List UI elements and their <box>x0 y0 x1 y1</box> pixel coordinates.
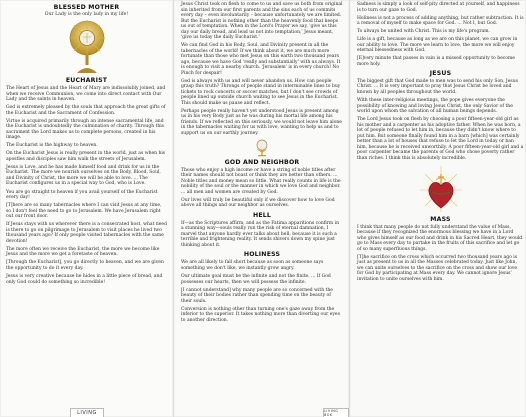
sacred-heart-icon <box>418 164 464 214</box>
col1-para-1: The Heart of Jesus and the Heart of Mary are indissolubly joined, and when we receive Communion, we come into direct contact with Our Lady and the saints in heaven. <box>6 86 166 102</box>
col3-para-9: I think that many people do not fully understand the value of Mass, because if they recognized the enormous blessing we have in a Lord who gives himself as our food and drink in his Sacred Heart, they would go to Mass every day to partake in the fruits of this sacrifice and let go of so many superfluous things. <box>357 224 523 252</box>
col1-para-5: On the Eucharist Jesus is really present in the world, just as when his apostles and disciples saw him walk the streets of Jerusalem. <box>6 151 166 162</box>
col2-para-5: Those who enjoy a high income or have a string of noble titles after their names should not boast or think they are better than others. ... Noble titles and money mean so little. What really counts in life is the nobility of the soul or the manner in which we love God and neighbor. ... all men and women are created by God. <box>181 167 341 195</box>
col2-para-6: Our lives will truly be beautiful only if we discover how to love God above all things and our neighbor as ourselves. <box>181 197 335 209</box>
god-and-neighbor-heading: GOD AND NEIGHBOR <box>224 158 300 166</box>
col3-para-1: Sadness is simply a look of self-pity directed at yourself, and happiness is to turn our gaze to God. <box>357 2 520 13</box>
hell-heading: HELL <box>252 211 272 219</box>
col1-para-12: Jesus is very creative because he hides in a little piece of bread, and only God could do something so incredible! <box>6 274 163 285</box>
jesus-heading: JESUS <box>429 69 452 77</box>
col1-para-7: You are go straight to heaven if you avail yourself of the Eucharist every day! <box>6 189 158 201</box>
col3-para-8: The Lord Jesus took on flesh by choosing a poor fifteen-year-old girl as his mother and a carpenter as his adoptive father. When he was born, a lot of people refused to let him in, because they didn't know where to put him. But someone finally found him in a barn [which] was certainly better than a lot of houses that refuse to let the Lord in today or ban him, because he is received unworthily. A poor fifteen-year-old girl and a poor carpenter became the parents of God who chose poverty rather than riches. I think this is absolutely incredible. <box>357 117 524 161</box>
eucharist-heading: EUCHARIST <box>65 77 108 84</box>
blessed-mother-subtitle: Our Lady is the only lady in my life! <box>44 12 129 17</box>
col2-para-4: Perhaps people really haven't yet understood Jesus is present among us in his very Body just as he was during his mortal life among his friends. If we reflected on this seriously, we would not leave him alone in the tabernacles waiting for us with love, wanting to help us and to support us on our earthly journey. <box>181 108 342 136</box>
mass-heading: MASS <box>430 215 451 223</box>
footer-tag-left: LIVING <box>70 408 104 417</box>
host-chalice-icon <box>248 139 276 157</box>
middle-panel <box>173 0 349 417</box>
col3-para-6: The biggest gift that God made to men was to send his only Son, Jesus Christ. ... It is very important to pray that Jesus Christ be loved and known by all peoples throughout the world. <box>357 78 518 95</box>
col3-para-10: [T]he sacrifice on the cross which occurred two thousand years ago is just as present to us in all the Masses celebrated today. Just like John, we can unite ourselves to the sacrifice on the cross and show our love for God by participating at Mass every day. We cannot ignore Jesus' invitation to unite ourselves with him. <box>357 254 518 282</box>
col3-para-4: Life is a gift, because as long as we are on this planet, we can grow in our ability to love. The more we learn to love, the more we will enjoy eternal blessedness with God. <box>357 37 518 54</box>
col3-para-3: To always be united with Christ. This is my life's program. <box>357 29 490 35</box>
col1-para-2: God is extremely pleased by the souls that approach the great gifts of the Eucharist and the Sacrament of Confession. <box>6 105 166 116</box>
col1-para-9: If Jesus stays with us wherever there is a consecrated host, what need is there to go on pilgrimage to Jerusalem to visit places he lived two thousand years ago? If only people visited tabernacles with the same devotion! <box>6 222 167 244</box>
fold-line-left <box>173 0 175 417</box>
col1-para-10: The more often we receive the Eucharist, the more we become like Jesus and the more we get a foretaste of heaven. <box>6 246 160 258</box>
col2-para-8: We are all likely to fall short because as soon as someone says something we don't like, we instantly grow angry. <box>181 260 324 271</box>
col1-para-4: The Eucharist is the highway to heaven. <box>6 143 98 149</box>
footer-tag-middle: LIVING BOK <box>323 408 349 417</box>
col3-para-2: Holiness is not a process of adding anything, but rather subtraction. It is a removal of myself to make space for God. ... Not I, but God. <box>357 15 524 27</box>
monstrance-icon <box>63 19 111 75</box>
holiness-heading: HOLINESS <box>243 251 281 259</box>
col2-para-9: Our ultimate goal must be the infinite and not the finite. ... If God possesses our hearts, then we will possess the infinite. <box>181 274 331 285</box>
right-panel <box>349 0 526 417</box>
left-panel <box>0 0 173 417</box>
col2-para-11: Conversion is nothing other than turning one's gaze away from the inferior to the superior. It takes nothing more than diverting our eyes to another direction. <box>181 306 340 323</box>
col2-para-10: [I cannot understand] why many people are so concerned with the beauty of their bodies rather than spending time on the beauty of their souls. <box>181 287 333 304</box>
col3-para-7: With these inter-religious meetings, the pope gives everyone the possibility of knowing and loving Jesus Christ, the only Savior of the world upon whom the salvation of all human beings depends. <box>357 98 513 115</box>
col2-para-3: God is always with us and will never abandon us. How can people grasp this truth? Throngs of people stand in interminable lines to buy tickets to rock concerts or soccer matches, but I don't see crowds of people lined up outside church waiting to see Jesus in the Eucharist. This should make us pause and reflect. <box>181 78 341 106</box>
fold-line-right <box>349 0 351 417</box>
col1-para-6: Jesus is Love, and he has made himself food and drink for us in the Eucharist. The more we nourish ourselves on the Body, Blood, Soul, and Divinity of Christ, the more we will be able to love. ... The Eucharist configures us in a special way to God, who is Love. <box>6 164 161 187</box>
col2-para-1: Jesus Christ took on flesh to come to us and save us both from original sin inherited from our first parents and the sins each of us commits every day – even involuntarily – because unfortunately we are limited. But the Eucharist is nothing other than the heavenly food that keeps us out of temptation. When in the Lord's Prayer we say, 'give us this day our daily bread, and lead us not into temptation,' Jesus meant, 'give us today the daily Eucharist.' <box>181 2 343 40</box>
col1-para-8: [T]here are so many tabernacles where I can visit Jesus at any time, so I don't feel the need to go to Jerusalem. We have Jerusalem right out our front door. <box>6 203 162 220</box>
col2-para-7: If—as the Scriptures affirm, and as the Fatima apparitions confirm in a stunning way—souls really run the risk of eternal damnation, I marvel that anyone hardly ever talks about hell, because it is such a terrible and frightening reality. It sends shivers down my spine just thinking about it. <box>181 220 339 248</box>
col1-para-3: Virtue is acquired primarily through an intense sacramental life, and the Eucharist is undoubtedly the culmination of charity. Through this sacrament the Lord makes us to complete persons, created in his image. <box>6 118 164 141</box>
col1-para-11: [Through the Eucharist], you go directly to heaven, and we are given the opportunity to do it every day. <box>6 260 164 271</box>
col3-para-5: [E]very minute that passes in vain is a missed opportunity to become more holy. <box>357 56 515 67</box>
blessed-mother-heading: BLESSED MOTHER <box>53 4 120 11</box>
col2-para-2: We can find God in his Body, Soul, and Divinity present in all the tabernacles of the world! If we think about it, we are much more fortunate than those who met Jesus on this earth two thousand years ago, because we have God 'really and substantially' with us always. It is enough to visit a nearby church. 'Jerusalem' is in every church! No Pinch for despair! <box>181 43 341 76</box>
